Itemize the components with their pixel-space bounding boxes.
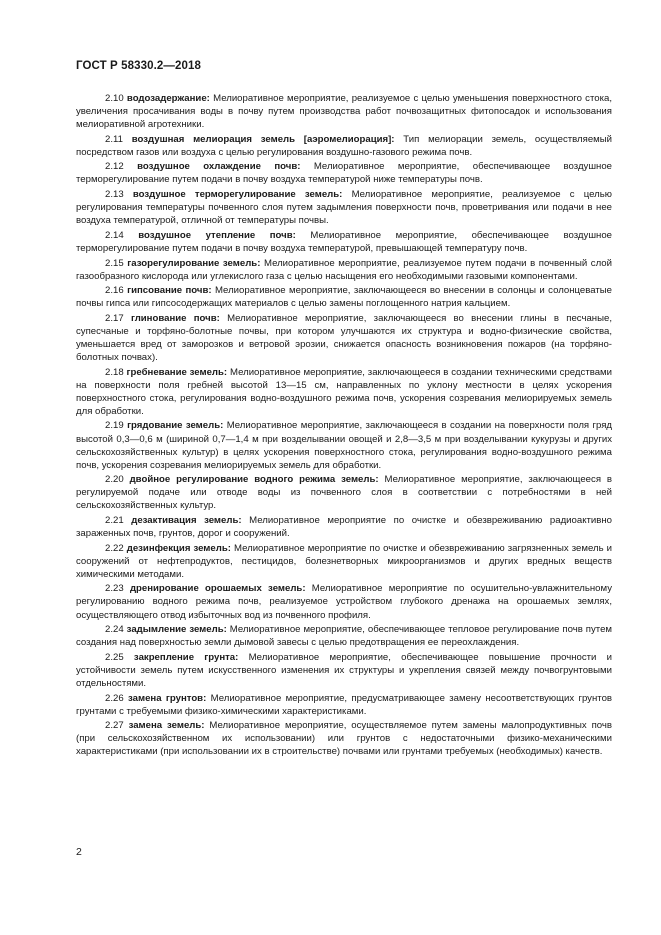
- definition-entry: [76, 514, 612, 540]
- definition-entry: [76, 651, 612, 690]
- entry-term: дезинфекция земель:: [126, 542, 231, 554]
- entry-number: 2.20: [105, 474, 124, 486]
- entry-definition: Мелиоративное мероприятие, реализуемое путем подачи в почвенный слой газообразного кислорода или углекислого газа с целью насыщения его необходимыми газовыми компонентами.: [76, 257, 612, 282]
- definition-entry: [76, 188, 612, 227]
- entry-definition: Мелиоративное мероприятие по осушительно-увлажнительному регулированию водного режима почв, реализуемое устройством глубокого дренажа на орошаемых землях, осуществляющего отвод избыточных вод из почвенного профиля.: [76, 583, 612, 621]
- entry-number: 2.22: [105, 542, 124, 554]
- entry-term: дезактивация земель:: [131, 514, 242, 526]
- entry-term: воздушное утепление почв:: [138, 229, 296, 241]
- entry-number: 2.15: [105, 257, 124, 269]
- definition-entry: [76, 366, 612, 418]
- definition-entry: [76, 92, 612, 131]
- entry-definition: Мелиоративное мероприятие, обеспечивающее тепловое регулирование почв путем создания над поверхностью земли дымовой завесы с целью предотвращения ее переохлаждения.: [76, 624, 613, 649]
- entry-term: дренирование орошаемых земель:: [129, 583, 306, 595]
- entry-term: гребневание земель:: [126, 366, 228, 378]
- entry-number: 2.26: [105, 692, 124, 704]
- definition-entry: [76, 623, 612, 649]
- entry-number: 2.19: [105, 420, 124, 432]
- entry-term: закрепление грунта:: [133, 651, 239, 663]
- definition-entry: [76, 284, 612, 310]
- entry-term: воздушная мелиорация земель [аэромелиорация]:: [131, 133, 395, 145]
- definition-entry: [76, 582, 612, 621]
- entry-number: 2.10: [105, 93, 124, 104]
- definition-entry: [76, 419, 612, 471]
- entry-term: гипсование почв:: [127, 285, 212, 297]
- entry-number: 2.24: [105, 624, 124, 636]
- entry-number: 2.27: [105, 720, 124, 732]
- entry-definition: Мелиоративное мероприятие, заключающееся во внесении глины в песчаные, супесчаные и торфяно-болотные почвы, при котором улучшаются их структура и водно-физические свойства, уменьшается вред от заморозков и ветровой эрозии, снижается опасность возникновения пожаров (на торфяно-болотных почвах).: [76, 312, 612, 364]
- entry-definition: Мелиоративное мероприятие, предусматривающее замену несоответствующих грунтов грунтами с требуемыми физико-химическими характеристиками.: [76, 692, 612, 717]
- entry-term: газорегулирование земель:: [127, 257, 261, 269]
- entry-definition: Мелиоративное мероприятие, реализуемое с целью уменьшения поверхностного стока, увеличения просачивания воды в почву путем производства работ почвозащитных фитопосадок и использования мелиоративной агротехники.: [76, 93, 612, 131]
- definition-entry: [76, 257, 612, 283]
- entry-number: 2.13: [105, 189, 124, 201]
- entry-definition: Мелиоративное мероприятие, обеспечивающее воздушное терморегулирование путем подачи в почву воздуха температурой ниже температуры почв.: [76, 161, 613, 186]
- entry-definition: Мелиоративное мероприятие, заключающееся в создании техническими средствами на поверхности поля гребней высотой 13—15 см, направленных по уклону местности в целях ускорения поверхностного стока, регулирования водно-воздушного режима почв, ускорения созревания мелиорируемых земель для обработки.: [76, 366, 612, 417]
- entry-term: грядование земель:: [127, 420, 224, 432]
- definition-entry: [76, 719, 612, 758]
- entry-number: 2.12: [105, 161, 124, 173]
- definition-entry: [76, 229, 612, 255]
- entry-term: двойное регулирование водного режима земель:: [129, 474, 379, 486]
- entry-number: 2.21: [105, 514, 124, 526]
- definition-entry: [76, 160, 612, 186]
- entry-term: воздушное терморегулирование земель:: [132, 189, 343, 201]
- entry-number: 2.16: [105, 285, 124, 297]
- entry-definition: Мелиоративное мероприятие по очистке и обезвреживанию радиоактивно зараженных почв, грунтов, дорог и сооружений.: [76, 514, 612, 540]
- entry-number: 2.18: [105, 366, 124, 378]
- definition-entry: [76, 133, 612, 159]
- entry-number: 2.11: [105, 133, 123, 145]
- entry-definition: Мелиоративное мероприятие, заключающееся в регулируемой подаче или отводе воды из почвенного слоя в соответствии с потребностями в ней сельскохозяйственных культур.: [76, 474, 613, 512]
- entry-number: 2.25: [105, 651, 124, 663]
- entry-term: замена грунтов:: [128, 692, 207, 704]
- definition-entry: [76, 692, 612, 718]
- entry-term: задымление земель:: [126, 624, 227, 636]
- entry-definition: Мелиоративное мероприятие, заключающееся во внесении в солонцы и солонцеватые почвы гипса или гипсосодержащих материалов с целью замены поглощенного натрия кальцием.: [76, 285, 612, 310]
- entry-term: замена земель:: [128, 720, 205, 732]
- entry-definition: Мелиоративное мероприятие, заключающееся в создании на поверхности поля гряд высотой 0,3—0,6 м (шириной 0,7—1,4 м при возделывании овощей и 2,8—3,5 м при возделывании кукурузы и других сельскохозяйственных культур) в целях ускорения поверхностного стока, регулирования водно-воздушного режима почв, ускорения созревания мелиорируемых земель для обработки.: [76, 420, 613, 471]
- standard-header: ГОСТ Р 58330.2—2018: [76, 60, 201, 72]
- entry-term: воздушное охлаждение почв:: [137, 161, 301, 173]
- definition-entry: [76, 473, 612, 512]
- entry-definition: Мелиоративное мероприятие, реализуемое с целью регулирования температуры почвенного слоя путем задымления поверхности почв, проветривания или подачи в нее воздуха температурой, отличной от температуры почвы.: [76, 189, 612, 227]
- page-number: 2: [76, 846, 82, 858]
- definition-entry: [76, 542, 612, 581]
- entry-term: водозадержание:: [126, 93, 210, 104]
- definition-entry: [76, 312, 612, 364]
- entry-definition: Мелиоративное мероприятие, обеспечивающее воздушное терморегулирование путем подачи в почву воздуха температурой, превышающей температуру почв.: [76, 229, 612, 254]
- entry-definition: Мелиоративное мероприятие по очистке и обезвреживанию загрязненных земель и сооружений от нефтепродуктов, пестицидов, болезнетворных микроорганизмов и других вредных веществ химическими методами.: [76, 542, 612, 580]
- entry-number: 2.17: [105, 312, 124, 324]
- entry-number: 2.14: [105, 229, 124, 241]
- entry-term: глинование почв:: [130, 312, 220, 324]
- entry-definition: Тип мелиорации земель, осуществляемый посредством газов или воздуха с целью регулирования воздушно-газового режима почв.: [76, 133, 613, 158]
- entry-definition: Мелиоративное мероприятие, осуществляемое путем замены малопродуктивных почв (при сельскохозяйственном их использовании) или грунтов с недостаточными физико-механическими характеристиками (при использовании их в строительстве) почвами или грунтами требуемых (необходимых) качеств.: [76, 720, 612, 758]
- definitions-body: [76, 92, 612, 760]
- entry-number: 2.23: [105, 583, 124, 595]
- entry-definition: Мелиоративное мероприятие, обеспечивающее повышение прочности и устойчивости земель путем искусственного изменения их структуры и укрепления связей между почвогрунтовыми отдельностями.: [76, 651, 612, 689]
